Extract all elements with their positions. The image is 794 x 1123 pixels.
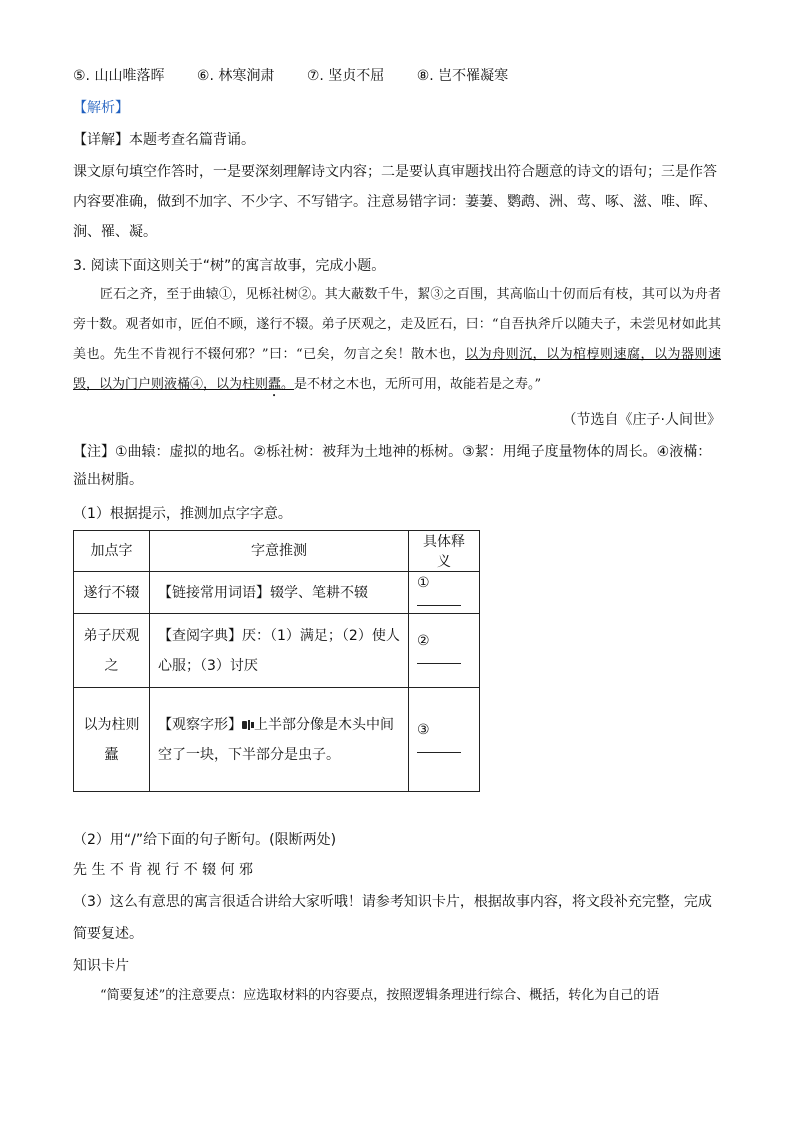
- cell-word: 弟子厌观之: [74, 614, 150, 688]
- question-3-title: 3. 阅读下面这则关于“树”的寓言故事，完成小题。: [73, 258, 386, 274]
- explain-line-2: 内容要准确，做到不加字、不少字、不写错字。注意易错字词：萋萋、鹦鹉、洲、莺、啄、滋、唯、晖、: [73, 194, 717, 210]
- underlined-end: 。: [281, 377, 295, 392]
- cell-answer: [409, 614, 480, 688]
- cell-answer: [409, 572, 480, 614]
- answer-blank[interactable]: [417, 738, 461, 753]
- answer-line: [73, 66, 536, 86]
- source-citation: （节选自《庄子·人间世》: [562, 412, 721, 428]
- cell-guess: [150, 688, 409, 792]
- question-3-prompt-1: （3）这么有意思的寓言很适合讲给大家听哦！请参考知识卡片，根据故事内容，将文段补充完整，完成: [73, 894, 712, 910]
- underlined-text: 以为舟则沉，以为棺椁则速腐，以为器则速毁，以为门户则液樠④，以为柱则: [73, 347, 721, 392]
- notes: 【注】①曲辕：虚拟的地名。②栎社树：被拜为土地神的栎树。③絜：用绳子度量物体的周长。④液樠：溢出树脂。: [73, 444, 712, 488]
- table-row: [74, 688, 480, 792]
- question-2-sentence: 先 生 不 肯 视 行 不 辍 何 邪: [73, 862, 254, 878]
- table-header-row: [74, 531, 480, 572]
- question-1-prompt: （1）根据提示，推测加点字字意。: [73, 506, 292, 522]
- explain-line-1: 课文原句填空作答时，一是要深刻理解诗文内容；二是要认真审题找出符合题意的诗文的语句；三是作答: [73, 164, 717, 180]
- explain-line-3: 涧、罹、凝。: [73, 224, 157, 240]
- answer-6: ⑥. 林寒涧肃: [196, 68, 275, 84]
- question-3-prompt-2: 简要复述。: [73, 926, 143, 942]
- answer-marker: ③: [417, 722, 430, 738]
- cell-word: 以为柱则蠹: [74, 688, 150, 792]
- question-2-prompt: （2）用“/”给下面的句子断句。(限断两处): [73, 832, 337, 848]
- answer-blank[interactable]: [417, 591, 461, 606]
- cell-guess: 【查阅字典】厌：（1）满足；（2）使人心服；（3）讨厌: [150, 614, 409, 688]
- cell-guess: 【链接常用词语】辍学、笔耕不辍: [150, 572, 409, 614]
- table-row: [74, 572, 480, 614]
- answer-marker: ②: [417, 633, 430, 649]
- passage-text-end: 是不材之木也，无所可用，故能若是之寿。”: [294, 377, 542, 392]
- passage-text: 匠石之齐，至于曲辕①，见栎社树②。其大蔽数千牛，絜③之百围，其高临山十仞而后有枝，其可以为舟者旁十数。观者如市，匠伯不顾，遂行不辍。弟子厌观之，走及匠石，曰：“自吾执斧斤以随夫子，未尝见材如此其美也。先生不肯视行不辍何邪？”曰：“已矣，勿言之矣！散木也，: [73, 287, 721, 362]
- dotted-char: 蠹: [268, 377, 282, 392]
- header-guess: 字意推测: [150, 531, 409, 572]
- answer-blank[interactable]: [417, 649, 461, 664]
- ancient-glyph-icon: [242, 720, 254, 730]
- header-word: 加点字: [74, 531, 150, 572]
- guess-prefix: 【观察字形】: [158, 716, 242, 733]
- cell-word: 遂行不辍: [74, 572, 150, 614]
- inference-table: [73, 530, 480, 792]
- guess-suffix: 上半部分像是木头中间空了一块，下半部分是虫子。: [158, 716, 394, 763]
- answer-8: ⑧. 岂不罹凝寒: [416, 68, 509, 84]
- answer-5: ⑤. 山山唯落晖: [73, 68, 165, 84]
- answer-marker: ①: [417, 575, 430, 591]
- header-answer: 具体释义: [409, 531, 480, 572]
- table-row: [74, 614, 480, 688]
- analysis-heading: 【解析】: [73, 100, 129, 116]
- knowledge-card-title: 知识卡片: [73, 958, 129, 974]
- detail-line: 【详解】本题考查名篇背诵。: [73, 132, 255, 148]
- knowledge-card-text: “简要复述”的注意要点：应选取材料的内容要点，按照逻辑条理进行综合、概括，转化为自己的语: [100, 988, 660, 1003]
- fable-passage: [73, 280, 721, 400]
- answer-7: ⑦. 坚贞不屈: [306, 68, 385, 84]
- cell-answer: [409, 688, 480, 792]
